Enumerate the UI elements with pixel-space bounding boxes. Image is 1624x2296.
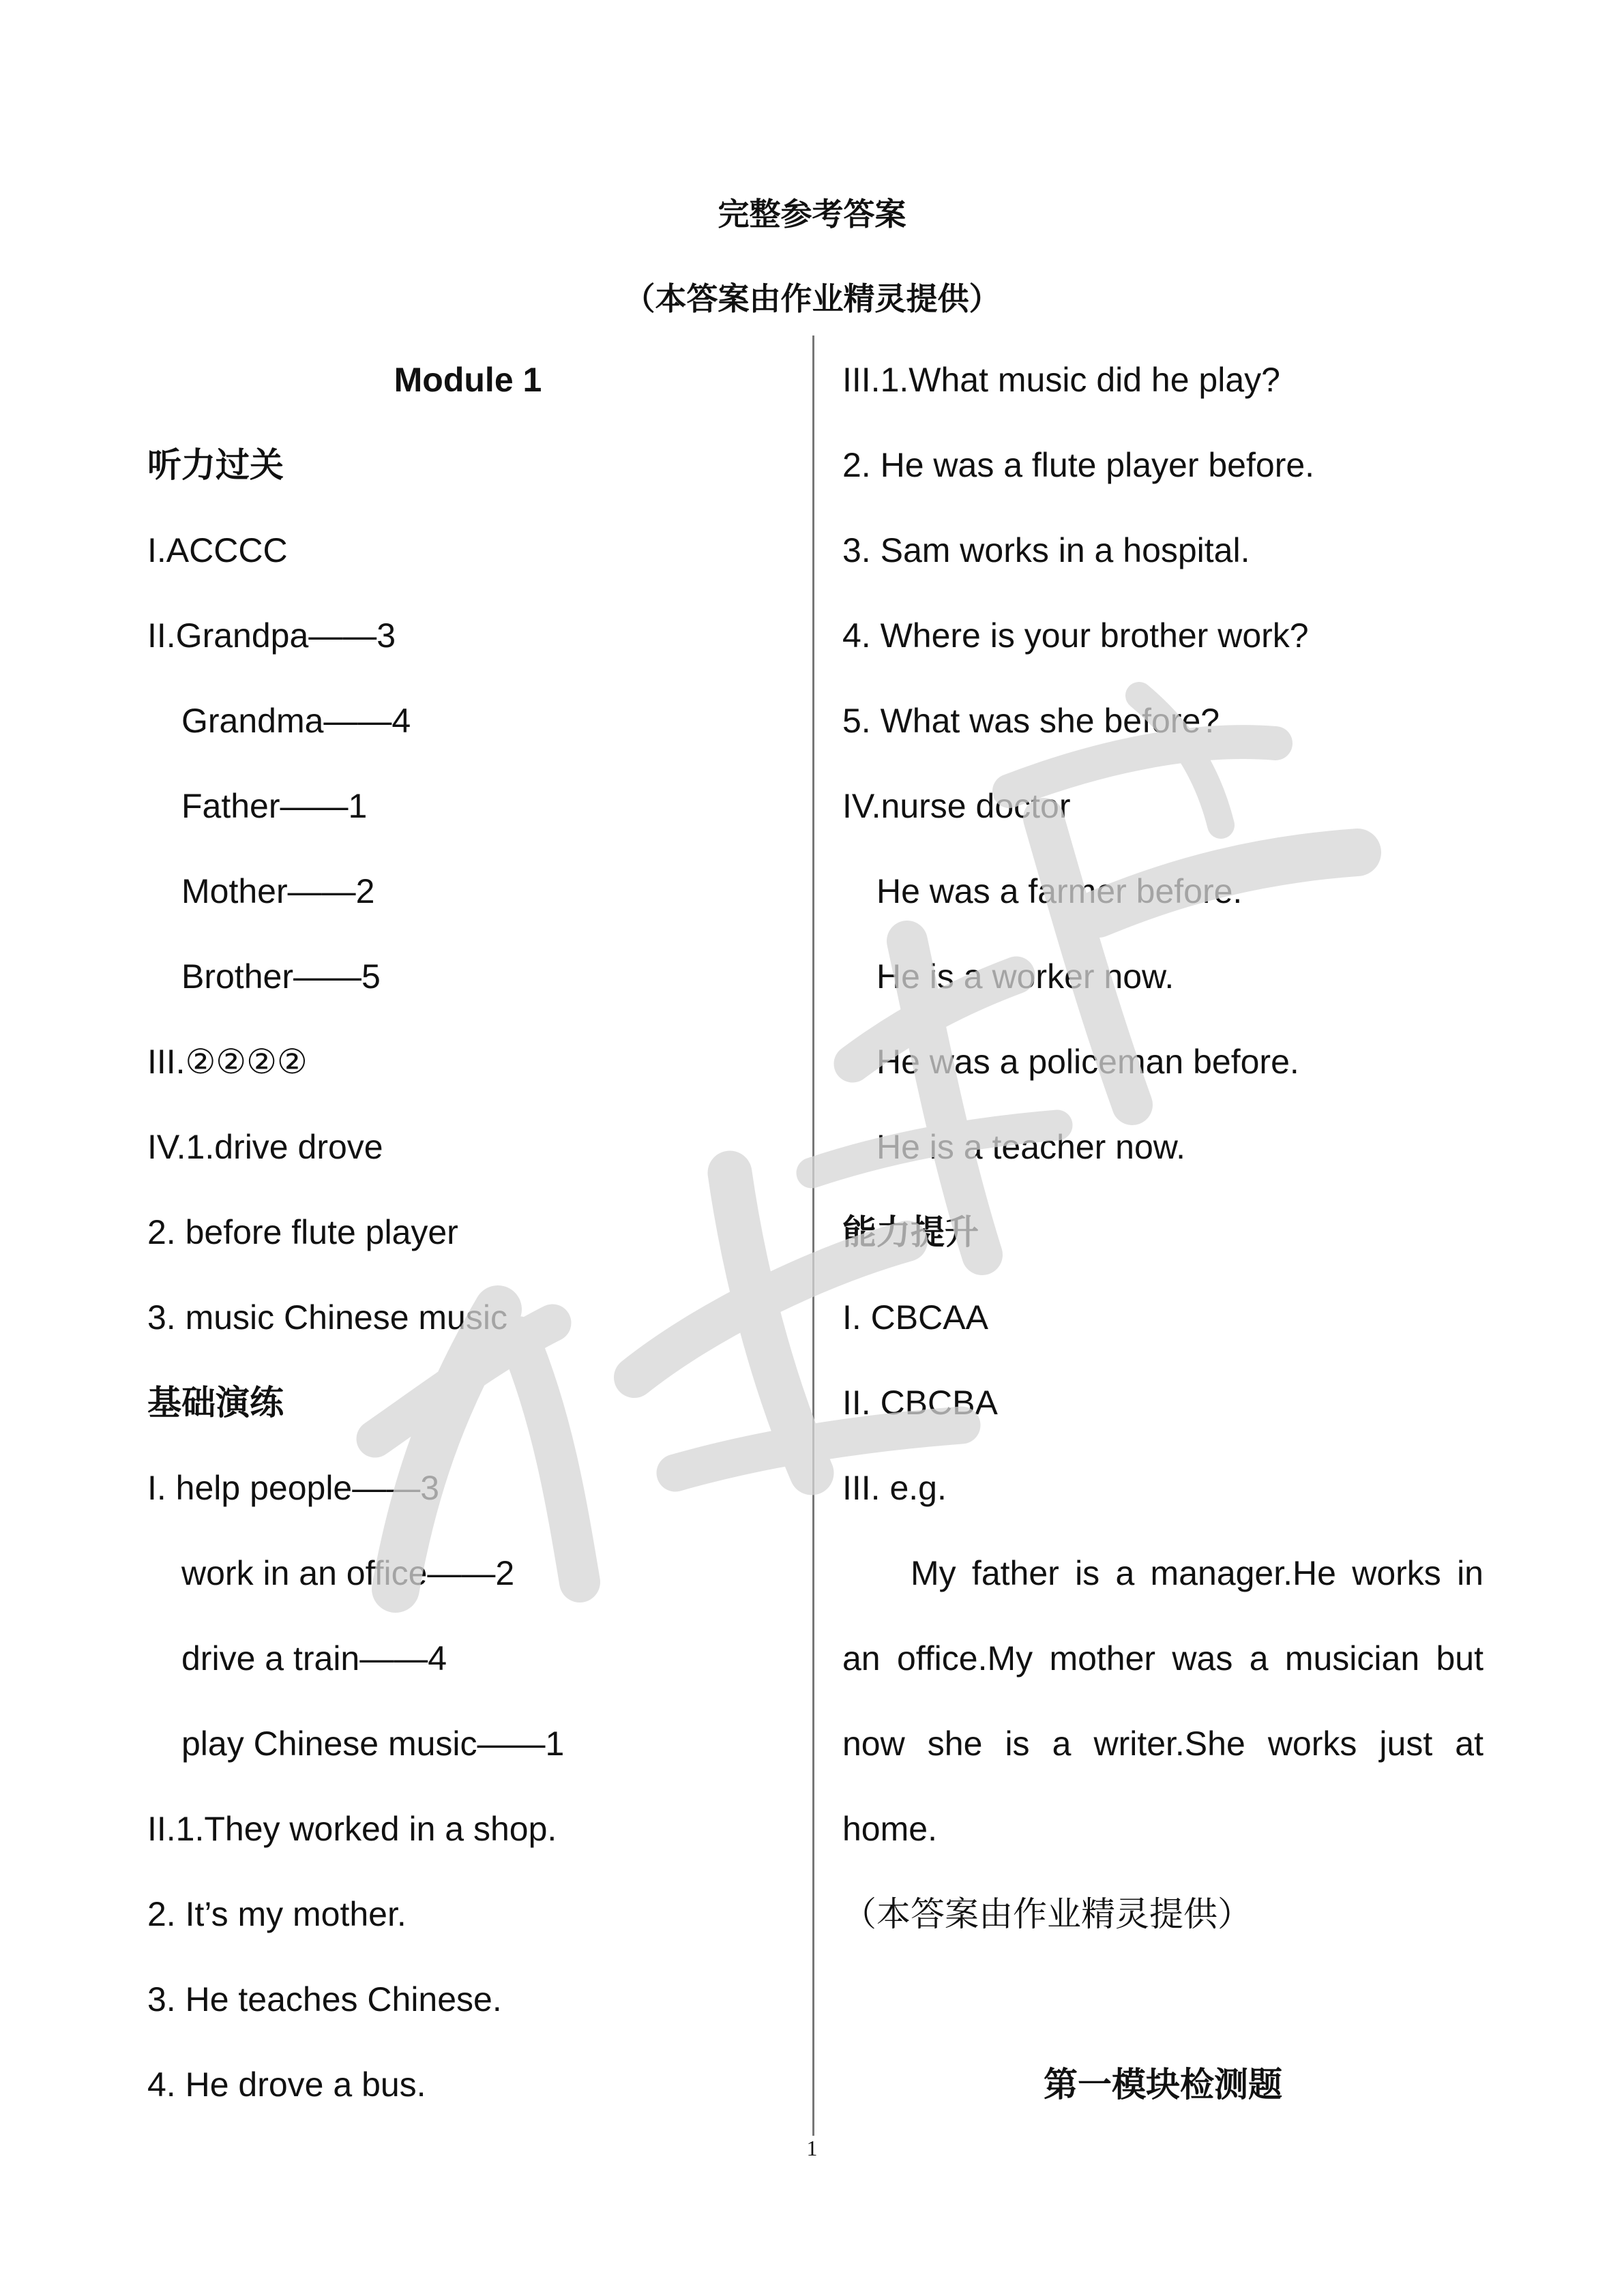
right-column-line: He is a teacher now. [876,1128,1186,1166]
left-column-line: 4. He drove a bus. [147,2066,426,2104]
left-column-line: IV.1.drive drove [147,1128,383,1166]
left-column-line: Mother——2 [181,872,375,910]
right-column-line: 5. What was she before? [842,702,1220,740]
left-column-line: 听力过关 [147,446,284,484]
right-column-line: an office.My mother was a musician but [842,1639,1483,1678]
left-column-line: play Chinese music——1 [181,1725,565,1763]
right-column-line: 第一模块检测题 [1044,2066,1282,2104]
right-column-line: 3. Sam works in a hospital. [842,531,1250,569]
left-column-line: drive a train——4 [181,1639,447,1678]
right-column-line: （本答案由作业精灵提供） [842,1895,1252,1933]
right-column-line: III.1.What music did he play? [842,361,1280,399]
left-column-line: Grandma——4 [181,702,411,740]
left-column-line: Father——1 [181,787,368,825]
left-column-line: 2. before flute player [147,1213,458,1251]
left-column-line: I. help people——3 [147,1469,440,1507]
right-column-line: home. [842,1810,937,1848]
left-column-line: 2. It’s my mother. [147,1895,407,1933]
left-column-line: 基础演练 [147,1384,284,1422]
right-column-line: I. CBCAA [842,1298,988,1337]
right-column [842,338,1483,2128]
left-column-line: work in an office——2 [181,1554,515,1592]
right-column-line: 2. He was a flute player before. [842,446,1315,484]
left-column-line: III.②②②② [147,1043,308,1081]
page-subtitle: （本答案由作业精灵提供） [623,281,1001,316]
left-column-line: 3. music Chinese music [147,1298,507,1337]
right-column-line: He was a farmer before. [876,872,1243,910]
left-column-line: 3. He teaches Chinese. [147,1980,502,2018]
left-column [147,338,788,2128]
column-divider [812,336,814,2136]
page-title: 完整参考答案 [718,196,906,232]
page-number: 1 [806,2136,818,2160]
left-column-line: Brother——5 [181,957,381,996]
right-column-line: He is a worker now. [876,957,1175,996]
left-column-line: Module 1 [394,361,542,399]
left-column-line: II.1.They worked in a shop. [147,1810,557,1848]
right-column-line: now she is a writer.She works just at [842,1725,1483,1763]
right-column-line [842,1957,1483,2042]
right-column-line: II. CBCBA [842,1384,998,1422]
right-column-line: My father is a manager.He works in [911,1554,1483,1592]
right-column-line: He was a policeman before. [876,1043,1299,1081]
right-column-line: IV.nurse doctor [842,787,1071,825]
left-column-line: I.ACCCC [147,531,288,569]
right-column-line: 4. Where is your brother work? [842,616,1309,655]
right-column-line: III. e.g. [842,1469,947,1507]
left-column-line: II.Grandpa——3 [147,616,396,655]
right-column-line: 能力提升 [842,1213,979,1251]
